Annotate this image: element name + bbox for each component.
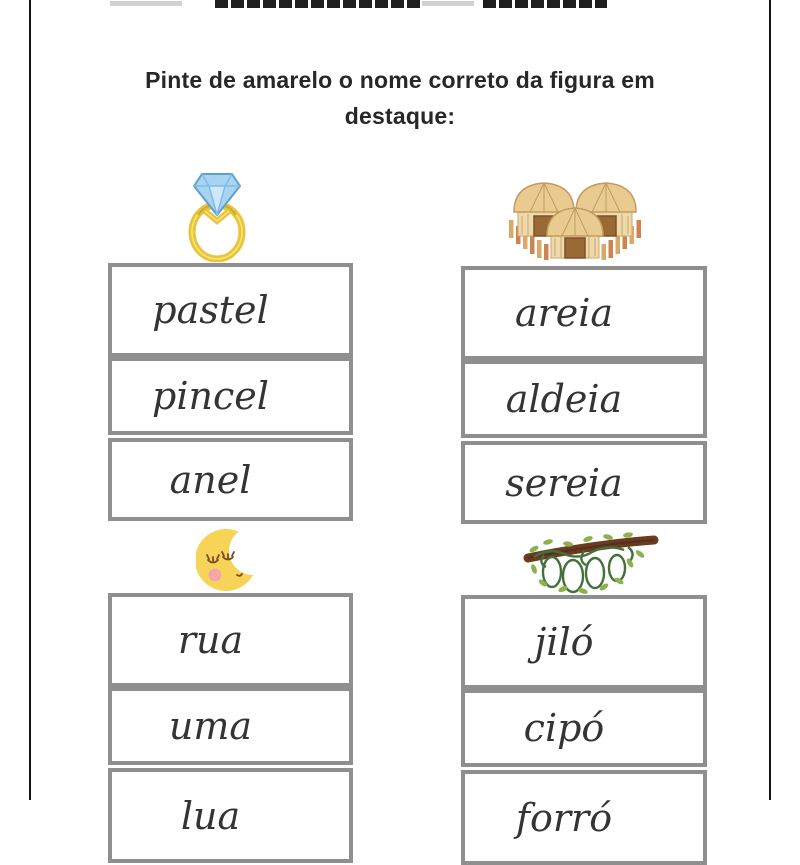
option-word: aldeia xyxy=(505,377,623,421)
header-label-left xyxy=(110,1,182,6)
option-word: pastel xyxy=(152,288,269,332)
option-box[interactable] xyxy=(108,357,353,435)
option-box[interactable] xyxy=(108,687,353,765)
section-vine-options xyxy=(461,595,707,865)
huts-icon xyxy=(506,170,644,262)
hut-front xyxy=(547,208,603,258)
option-box[interactable] xyxy=(461,441,707,524)
title-line-2: destaque: xyxy=(344,103,456,129)
moon-icon xyxy=(196,526,262,594)
vine-icon xyxy=(520,527,662,599)
option-word: lua xyxy=(180,793,241,838)
section-moon-options xyxy=(108,593,353,863)
section-huts-options xyxy=(461,266,707,524)
section-ring-options xyxy=(108,263,353,521)
worksheet-title xyxy=(31,62,769,134)
option-word: uma xyxy=(168,704,253,748)
option-word: pincel xyxy=(152,374,269,418)
option-box[interactable] xyxy=(461,770,707,865)
option-word: anel xyxy=(169,457,252,502)
redacted-field-right xyxy=(483,0,607,8)
page-border-right xyxy=(769,0,771,800)
option-box[interactable] xyxy=(461,595,707,689)
redacted-field-left xyxy=(215,0,420,8)
option-box[interactable] xyxy=(108,593,353,687)
option-word: rua xyxy=(177,618,244,662)
option-box[interactable] xyxy=(108,438,353,521)
option-word: sereia xyxy=(505,460,623,505)
option-word: areia xyxy=(514,291,614,335)
option-box[interactable] xyxy=(108,263,353,357)
option-box[interactable] xyxy=(461,266,707,360)
option-word: cipó xyxy=(523,706,605,750)
option-box[interactable] xyxy=(108,768,353,863)
option-box[interactable] xyxy=(461,689,707,767)
ring-icon xyxy=(178,170,256,262)
option-box[interactable] xyxy=(461,360,707,438)
option-word: forró xyxy=(515,795,613,840)
header-label-right xyxy=(422,1,474,6)
title-line-1: Pinte de amarelo o nome correto da figura em xyxy=(145,67,655,93)
option-word: jiló xyxy=(534,620,594,664)
